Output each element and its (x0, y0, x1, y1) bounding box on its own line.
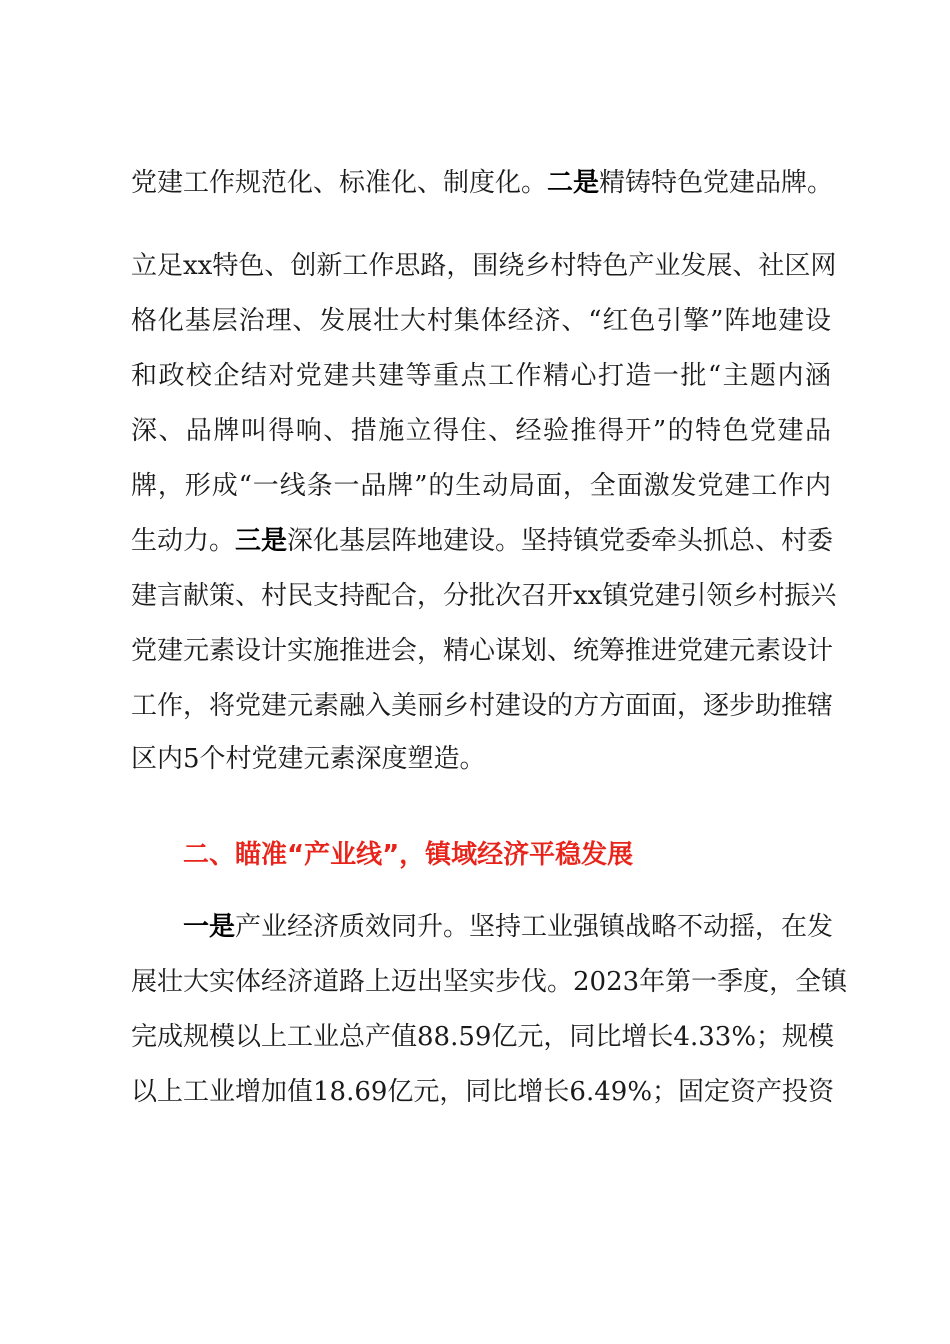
bold-marker: 三是 (235, 526, 288, 556)
paragraph-line: 立足xx特色、创新工作思路，围绕乡村特色产业发展、社区网 (131, 251, 837, 281)
paragraph-line: 深、品牌叫得响、措施立得住、经验推得开”的特色党建品 (131, 416, 831, 446)
paragraph-line (131, 910, 834, 944)
paragraph-line: 完成规模以上工业总产值88.59亿元，同比增长4.33%；规模 (131, 1022, 835, 1052)
section-heading: 二、瞄准“产业线”，镇域经济平稳发展 (183, 840, 634, 870)
paragraph-line: 格化基层治理、发展壮大村集体经济、“红色引擎”阵地建设 (131, 306, 831, 336)
paragraph-line: 以上工业增加值18.69亿元，同比增长6.49%；固定资产投资 (131, 1077, 835, 1107)
paragraph-line (131, 524, 834, 558)
paragraph-line: 建言献策、村民支持配合，分批次召开xx镇党建引领乡村振兴 (131, 581, 837, 611)
paragraph-line: 工作，将党建元素融入美丽乡村建设的方方面面，逐步助推辖 (131, 691, 834, 721)
paragraph-line (131, 166, 834, 200)
paragraph-line: 和政校企结对党建共建等重点工作精心打造一批“主题内涵 (131, 361, 831, 391)
paragraph-line: 牌，形成“一线条一品牌”的生动局面，全面激发党建工作内 (131, 471, 831, 501)
text-span: 产业经济质效同升。坚持工业强镇战略不动摇，在发 (235, 912, 834, 942)
paragraph-line: 展壮大实体经济道路上迈出坚实步伐。2023年第一季度，全镇 (131, 967, 848, 997)
paragraph-line: 党建元素设计实施推进会，精心谋划、统筹推进党建元素设计 (131, 636, 834, 666)
text-span: 精铸特色党建品牌。 (599, 168, 834, 198)
text-span: 党建工作规范化、标准化、制度化。 (131, 168, 548, 198)
text-span: 生动力。 (131, 526, 236, 556)
paragraph-line: 区内5个村党建元素深度塑造。 (131, 744, 486, 774)
bold-marker: 二是 (547, 168, 600, 198)
text-span: 深化基层阵地建设。坚持镇党委牵头抓总、村委 (287, 526, 834, 556)
bold-marker: 一是 (183, 912, 236, 942)
